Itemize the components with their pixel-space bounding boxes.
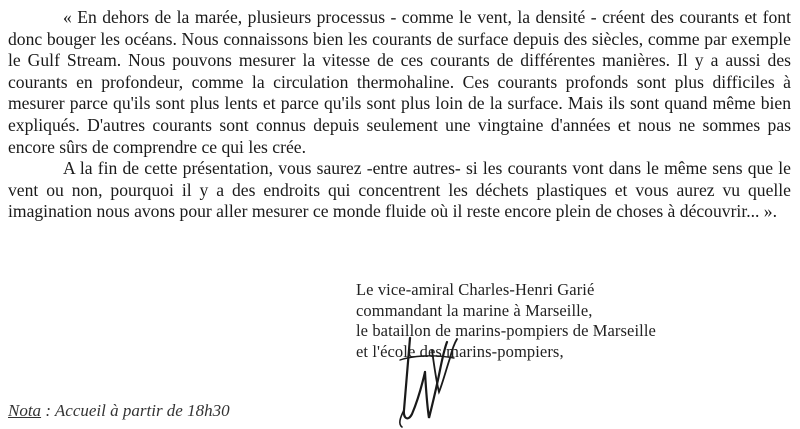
nota-label: Nota <box>8 401 42 420</box>
signatory-battalion: le bataillon de marins-pompiers de Marseille <box>356 321 656 340</box>
signatory-command: commandant la marine à Marseille, <box>356 300 593 320</box>
signatory-title: Le vice-amiral Charles-Henri Garié <box>356 280 595 299</box>
nota-note <box>8 401 230 421</box>
handwritten-signature <box>392 330 472 429</box>
signatory-school: et l'école des marins-pompiers, <box>356 341 564 361</box>
quote-text <box>8 7 791 223</box>
paragraph-2: A la fin de cette présentation, vous saurez -entre autres- si les courants vont dans le même sens que le vent ou non, pourquoi il y a des endroits qui concentrent les déchets plastiques et vous aurez vu quelle imagination nous avons pour aller mesurer ce monde fluide où il reste encore plein de choses à découvrir... ». <box>8 158 791 222</box>
nota-text: : Accueil à partir de 18h30 <box>41 401 230 420</box>
paragraph-1: « En dehors de la marée, plusieurs processus - comme le vent, la densité - créent des courants et font donc bouger les océans. Nous connaissons bien les courants de surface depuis des siècles, comme par exemple le Gulf Stream. Nous pouvons mesurer la vitesse de ces courants de différentes manières. Il y a aussi des courants en profondeur, comme la circulation thermohaline. Ces courants profonds sont plus difficiles à mesurer parce qu'ils sont plus lents et parce qu'ils sont plus loin de la surface. Mais ils sont quand même bien expliqués. D'autres courants sont connus depuis seulement une vingtaine d'années et nous ne sommes pas encore sûrs de comprendre ce qui les crée. <box>8 7 791 157</box>
